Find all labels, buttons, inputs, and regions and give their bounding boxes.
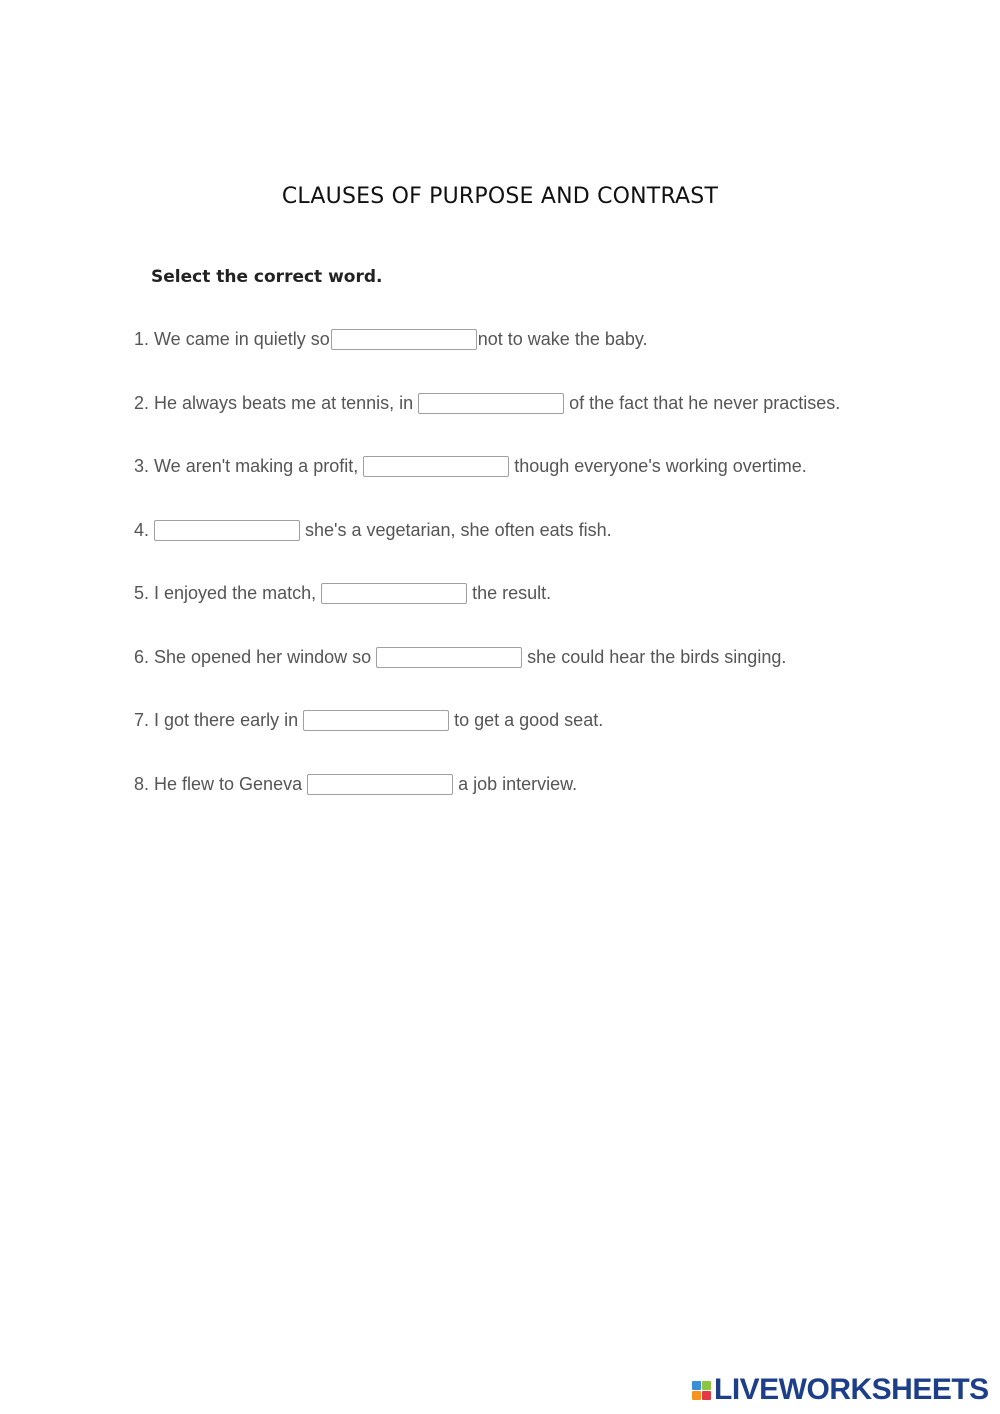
answer-4-input[interactable] (154, 520, 300, 541)
logo-text: LIVEWORKSHEETS (714, 1373, 989, 1406)
answer-8-input[interactable] (307, 774, 453, 795)
question-2 (134, 390, 840, 416)
question-2-after: of the fact that he never practises. (569, 392, 841, 413)
question-8-after: a job interview. (458, 773, 578, 794)
question-7-before: 7. I got there early in (134, 709, 299, 730)
logo-square-red (702, 1391, 711, 1400)
question-1 (134, 326, 648, 352)
answer-3-input[interactable] (363, 456, 509, 477)
question-8-before: 8. He flew to Geneva (134, 773, 303, 794)
question-5 (134, 580, 551, 606)
worksheet-title: CLAUSES OF PURPOSE AND CONTRAST (281, 184, 719, 209)
answer-5-input[interactable] (321, 583, 467, 604)
answer-6-input[interactable] (376, 647, 522, 668)
answer-2-input[interactable] (418, 393, 564, 414)
question-5-before: 5. I enjoyed the match, (134, 582, 317, 603)
answer-1-input[interactable] (331, 329, 477, 350)
question-6-after: she could hear the birds singing. (527, 646, 787, 667)
question-6 (134, 644, 786, 670)
question-3 (134, 453, 807, 479)
question-8 (134, 771, 577, 797)
logo-square-blue (692, 1381, 701, 1390)
question-1-after: not to wake the baby. (477, 328, 648, 349)
question-7 (134, 707, 603, 733)
logo-squares-icon (692, 1381, 711, 1400)
question-2-before: 2. He always beats me at tennis, in (134, 392, 414, 413)
question-1-before: 1. We came in quietly so (134, 328, 330, 349)
question-4-before: 4. (134, 519, 150, 540)
question-6-before: 6. She opened her window so (134, 646, 372, 667)
logo-square-green (702, 1381, 711, 1390)
answer-7-input[interactable] (303, 710, 449, 731)
question-4 (134, 517, 612, 543)
logo-square-orange (692, 1391, 701, 1400)
instruction-text: Select the correct word. (151, 267, 383, 287)
liveworksheets-logo (692, 1374, 989, 1406)
question-5-after: the result. (472, 582, 552, 603)
question-7-after: to get a good seat. (454, 709, 604, 730)
question-3-after: though everyone's working overtime. (514, 455, 807, 476)
question-3-before: 3. We aren't making a profit, (134, 455, 359, 476)
question-4-after: she's a vegetarian, she often eats fish. (305, 519, 612, 540)
